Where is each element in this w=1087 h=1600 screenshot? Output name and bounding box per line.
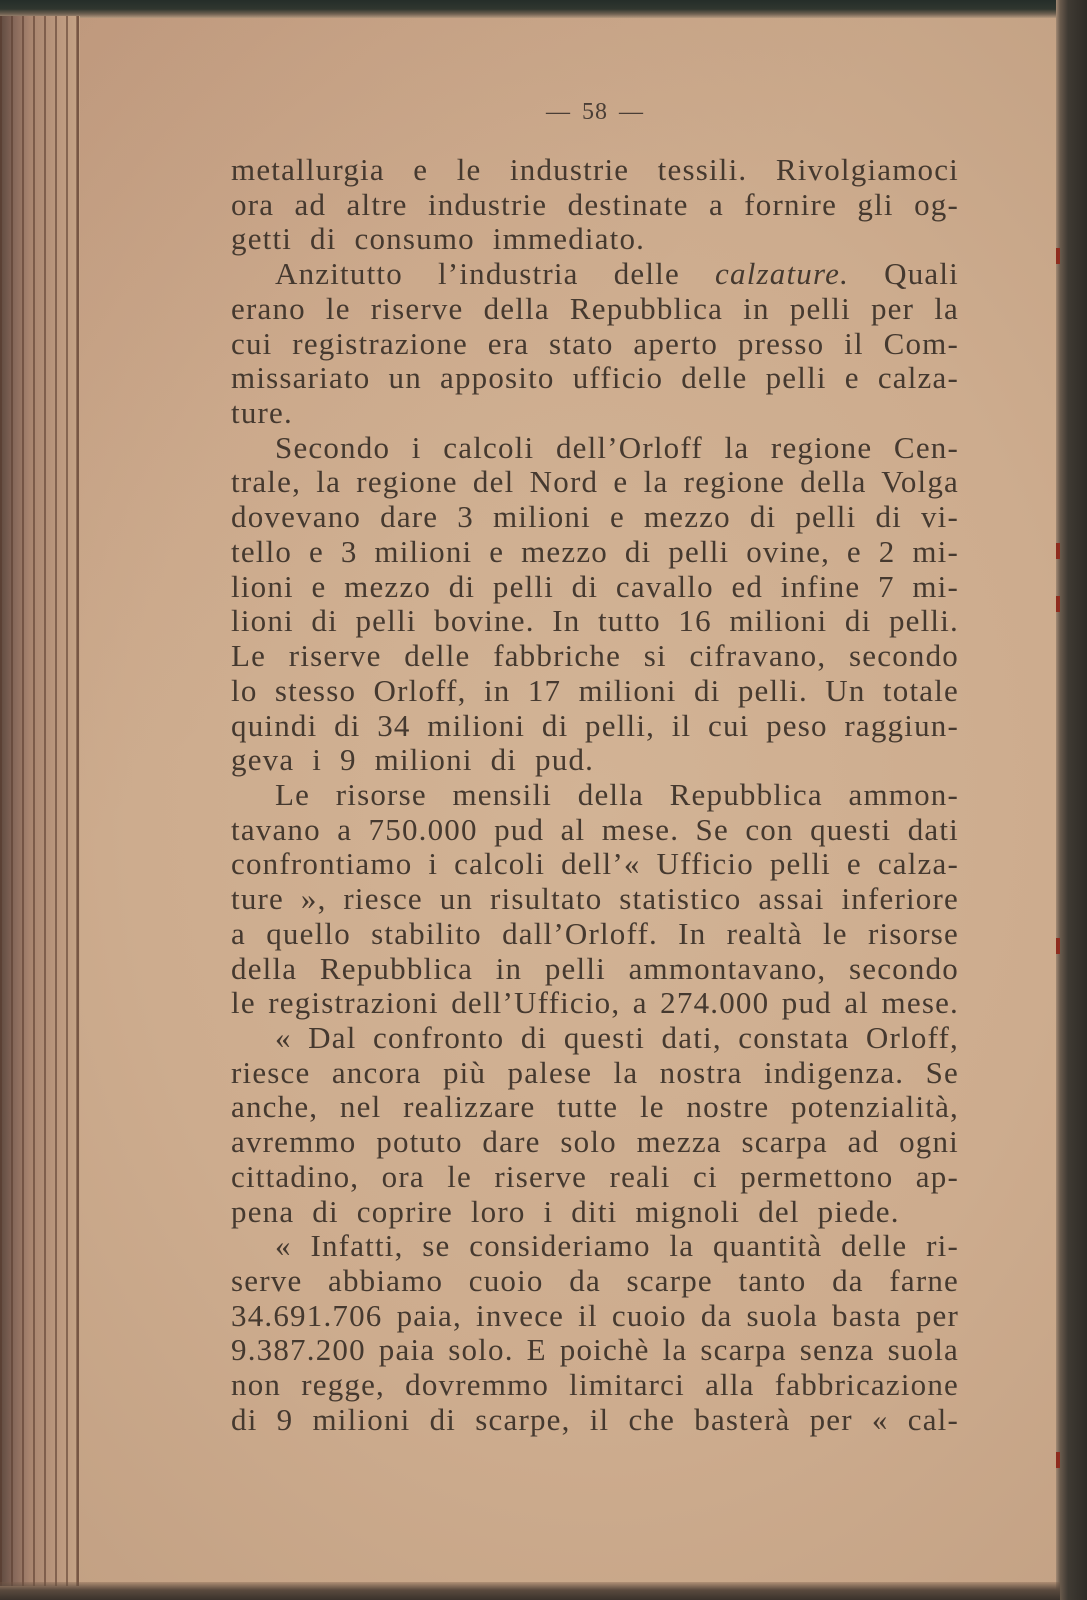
text-line: geva i 9 milioni di pud. — [231, 742, 595, 778]
text-line: getti di consumo immediato. — [231, 221, 646, 257]
text-segment: Anzitutto l’industria delle — [275, 256, 716, 292]
text-segment: Quali — [849, 256, 959, 292]
body-text — [231, 153, 959, 1438]
text-line: della Repubblica in pelli ammontavano, secondo — [231, 950, 959, 986]
italic-word: calzature. — [715, 256, 850, 292]
text-line: 9.387.200 paia solo. E poichè la scarpa senza suola — [231, 1332, 959, 1368]
text-line: Secondo i calcoli dell’Orloff la regione Cen- — [275, 429, 959, 465]
edge-mark — [1056, 1452, 1060, 1468]
text-line: Le risorse mensili della Repubblica ammon- — [275, 776, 959, 812]
text-line: 34.691.706 paia, invece il cuoio da suola basta per — [231, 1297, 959, 1333]
text-line: pena di coprire loro i diti mignoli del piede. — [231, 1193, 900, 1229]
text-line: erano le riserve della Repubblica in pelli per la — [231, 290, 959, 326]
text-line: ora ad altre industrie destinate a fornire gli og- — [231, 186, 959, 222]
right-edge — [1056, 0, 1087, 1600]
text-line: anche, nel realizzare tutte le nostre potenzialità, — [231, 1089, 959, 1125]
text-line: a quello stabilito dall’Orloff. In realtà le risorse — [231, 915, 959, 951]
text-line: dovevano dare 3 milioni e mezzo di pelli di vi- — [231, 499, 959, 535]
page-stack-edge — [0, 16, 80, 1586]
page-number: — 58 — — [546, 99, 644, 125]
text-line: ture », riesce un risultato statistico assai inferiore — [231, 881, 959, 917]
text-line: quindi di 34 milioni di pelli, il cui peso raggiun- — [231, 707, 959, 743]
text-line — [231, 257, 959, 292]
edge-mark — [1056, 543, 1060, 559]
text-line: avremmo potuto dare solo mezza scarpa ad ogni — [231, 1124, 959, 1160]
text-line: metallurgia e le industrie tessili. Rivolgiamoci — [231, 152, 959, 187]
text-line: « Infatti, se consideriamo la quantità delle ri- — [275, 1228, 959, 1264]
text-line: tello e 3 milioni e mezzo di pelli ovine, e 2 mi- — [231, 533, 959, 569]
text-line: riesce ancora più palese la nostra indigenza. Se — [231, 1054, 959, 1090]
text-line: lioni e mezzo di pelli di cavallo ed infine 7 mi- — [231, 568, 959, 604]
text-line: cittadino, ora le riserve reali ci permettono ap- — [231, 1158, 959, 1194]
text-line: « Dal confronto di questi dati, constata Orloff, — [275, 1019, 959, 1055]
bottom-edge — [0, 1582, 1060, 1600]
text-line: non regge, dovremmo limitarci alla fabbricazione — [231, 1367, 959, 1403]
top-edge — [0, 0, 1087, 18]
edge-mark — [1056, 938, 1060, 954]
text-line: ture. — [231, 395, 293, 431]
text-line: di 9 milioni di scarpe, il che basterà per « cal- — [231, 1401, 959, 1437]
edge-mark — [1056, 596, 1060, 612]
text-line: Le riserve delle fabbriche si cifravano, secondo — [231, 638, 959, 674]
text-line: tavano a 750.000 pud al mese. Se con questi dati — [231, 811, 959, 847]
page-left-edge — [76, 16, 79, 1586]
text-line: le registrazioni dell’Ufficio, a 274.000 pud al mese. — [231, 985, 959, 1021]
text-line: cui registrazione era stato aperto presso il Com- — [231, 325, 959, 361]
edge-mark — [1056, 248, 1060, 264]
text-line: lo stesso Orloff, in 17 milioni di pelli. Un totale — [231, 672, 959, 708]
text-line: lioni di pelli bovine. In tutto 16 milioni di pelli. — [231, 603, 959, 639]
text-line: trale, la regione del Nord e la regione della Volga — [231, 464, 959, 500]
text-line: missariato un apposito ufficio delle pelli e calza- — [231, 360, 959, 396]
text-line: serve abbiamo cuoio da scarpe tanto da farne — [231, 1263, 959, 1298]
text-line: confrontiamo i calcoli dell’« Ufficio pelli e calza- — [231, 846, 959, 882]
